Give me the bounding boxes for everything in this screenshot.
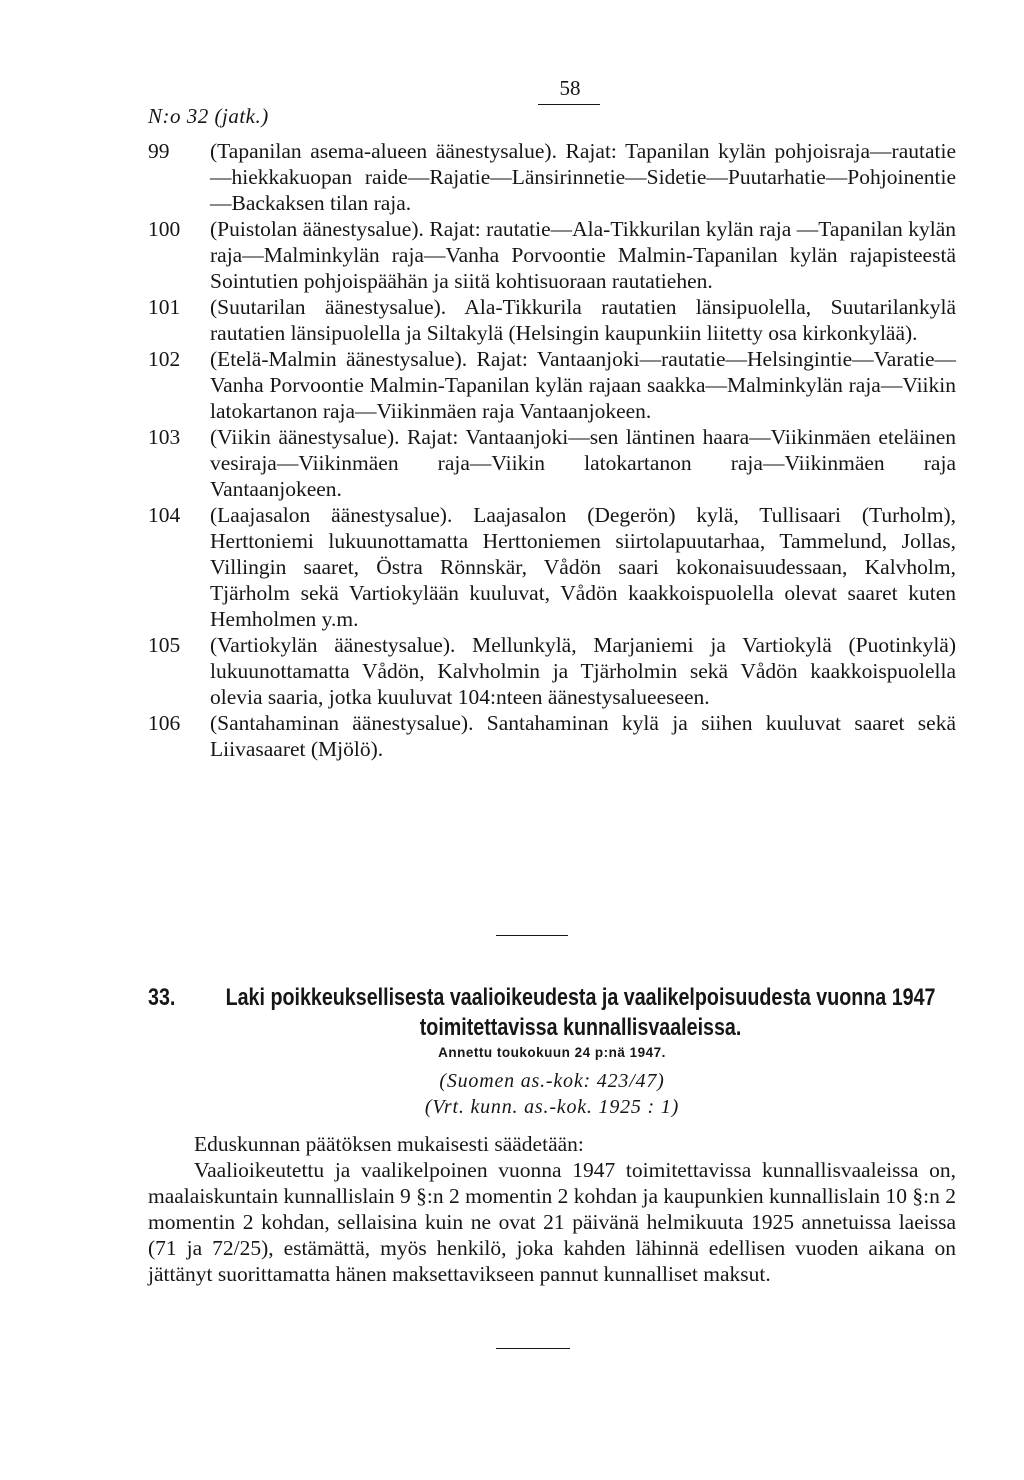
- law-date: Annettu toukokuun 24 p:nä 1947.: [438, 1045, 666, 1060]
- district-entry: [148, 346, 956, 424]
- district-number: 102: [148, 347, 181, 371]
- district-entry: [148, 424, 956, 502]
- district-entry: [148, 632, 956, 710]
- district-list: [148, 138, 956, 762]
- statute-reference: (Suomen as.-kok: 423/47): [439, 1070, 665, 1092]
- district-number: 99: [148, 139, 170, 163]
- law-body: [148, 1131, 956, 1287]
- district-number: 101: [148, 295, 181, 319]
- district-description: (Puistolan äänestysalue). Rajat: rautatie—Ala-Tikkurilan kylän raja —Tapanilan kylän raja—Malminkylän raja—Vanha Porvoontie Malmin-Tapanilan kylän rajapisteestä Sointutien pohjoispäähän ja siitä kohtisuoraan rautatiehen.: [210, 217, 956, 293]
- law-title: Laki poikkeuksellisesta vaalioikeudesta ja vaalikelpoisuudesta vuonna 1947 toimitettavissa kunnallisvaaleissa.: [225, 984, 936, 1041]
- district-entry: [148, 294, 956, 346]
- district-description: (Etelä-Malmin äänestysalue). Rajat: Vantaanjoki—rautatie—Helsingintie—Varatie—Vanha Porvoontie Malmin-Tapanilan kylän rajaan saakka—Malminkylän raja—Viikin latokartanon raja—Viikinmäen raja Vantaanjokeen.: [210, 347, 956, 423]
- law-paragraph: Vaalioikeutettu ja vaalikelpoinen vuonna 1947 toimitettavissa kunnallisvaaleissa on, maalaiskuntain kunnallislain 9 §:n 2 momentin 2 kohdan ja kaupunkien kunnallislain 10 §:n 2 momentin 2 kohdan, sellaisina kuin ne ovat 21 päivänä helmikuuta 1925 annetuissa laeissa (71 ja 72/25), estämättä, myös henkilö, joka kahden lähinnä edellisen vuoden aikana on jättänyt suorittamatta hänen maksettavikseen pannut kunnalliset maksut.: [148, 1158, 956, 1286]
- district-description: (Santahaminan äänestysalue). Santahaminan kylä ja siihen kuuluvat saaret sekä Liivasaaret (Mjölö).: [210, 711, 956, 761]
- district-entry: [148, 502, 956, 632]
- end-divider: [496, 1348, 570, 1349]
- district-entry: [148, 216, 956, 294]
- law-heading: [148, 983, 956, 1043]
- district-number: 103: [148, 425, 181, 449]
- comparison-reference: (Vrt. kunn. as.-kok. 1925 : 1): [424, 1096, 680, 1118]
- law-number: 33.: [148, 984, 176, 1011]
- district-description: (Tapanilan asema-alueen äänestysalue). Rajat: Tapanilan kylän pohjoisraja—rautatie—hiekkakuopan raide—Rajatie—Länsirinnetie—Sidetie—Puutarhatie—Pohjoinentie—Backaksen tilan raja.: [210, 139, 956, 215]
- district-number: 105: [148, 633, 181, 657]
- district-number: 100: [148, 217, 181, 241]
- continuation-reference: N:o 32 (jatk.): [148, 104, 269, 128]
- district-description: (Laajasalon äänestysalue). Laajasalon (Degerön) kylä, Tullisaari (Turholm), Herttoniemi lukuunottamatta Herttoniemen siirtolapuutarhaa, Tammelund, Jollas, Villingin saaret, Östra Rönnskär, Vådön saari kokonaisuudessaan, Kalvholm, Tjärholm sekä Vartiokylään kuuluvat, Vådön kaakkoispuolella olevat saaret kuten Hemholmen y.m.: [210, 503, 956, 631]
- district-description: (Viikin äänestysalue). Rajat: Vantaanjoki—sen läntinen haara—Viikinmäen eteläinen vesiraja—Viikinmäen raja—Viikin latokartanon raja—Viikinmäen raja Vantaanjokeen.: [210, 425, 956, 501]
- district-number: 106: [148, 711, 181, 735]
- district-description: (Vartiokylän äänestysalue). Mellunkylä, Marjaniemi ja Vartiokylä (Puotinkylä) lukuunottamatta Vådön, Kalvholmin ja Tjärholmin sekä Vådön kaakkoispuolella olevia saaria, jotka kuuluvat 104:nteen äänestysalueeseen.: [210, 633, 956, 709]
- district-number: 104: [148, 503, 181, 527]
- page-number-rule: [538, 104, 600, 105]
- enactment-clause: Eduskunnan päätöksen mukaisesti säädetään:: [194, 1132, 584, 1156]
- district-entry: [148, 710, 956, 762]
- district-entry: [148, 138, 956, 216]
- section-divider: [496, 935, 568, 936]
- district-description: (Suutarilan äänestysalue). Ala-Tikkurila rautatien länsipuolella, Suutarilankylä rautatien länsipuolella ja Siltakylä (Helsingin kaupunkiin liitetty osa kirkonkylää).: [210, 295, 956, 345]
- law-section: [148, 983, 956, 1286]
- page-number: 58: [559, 76, 581, 100]
